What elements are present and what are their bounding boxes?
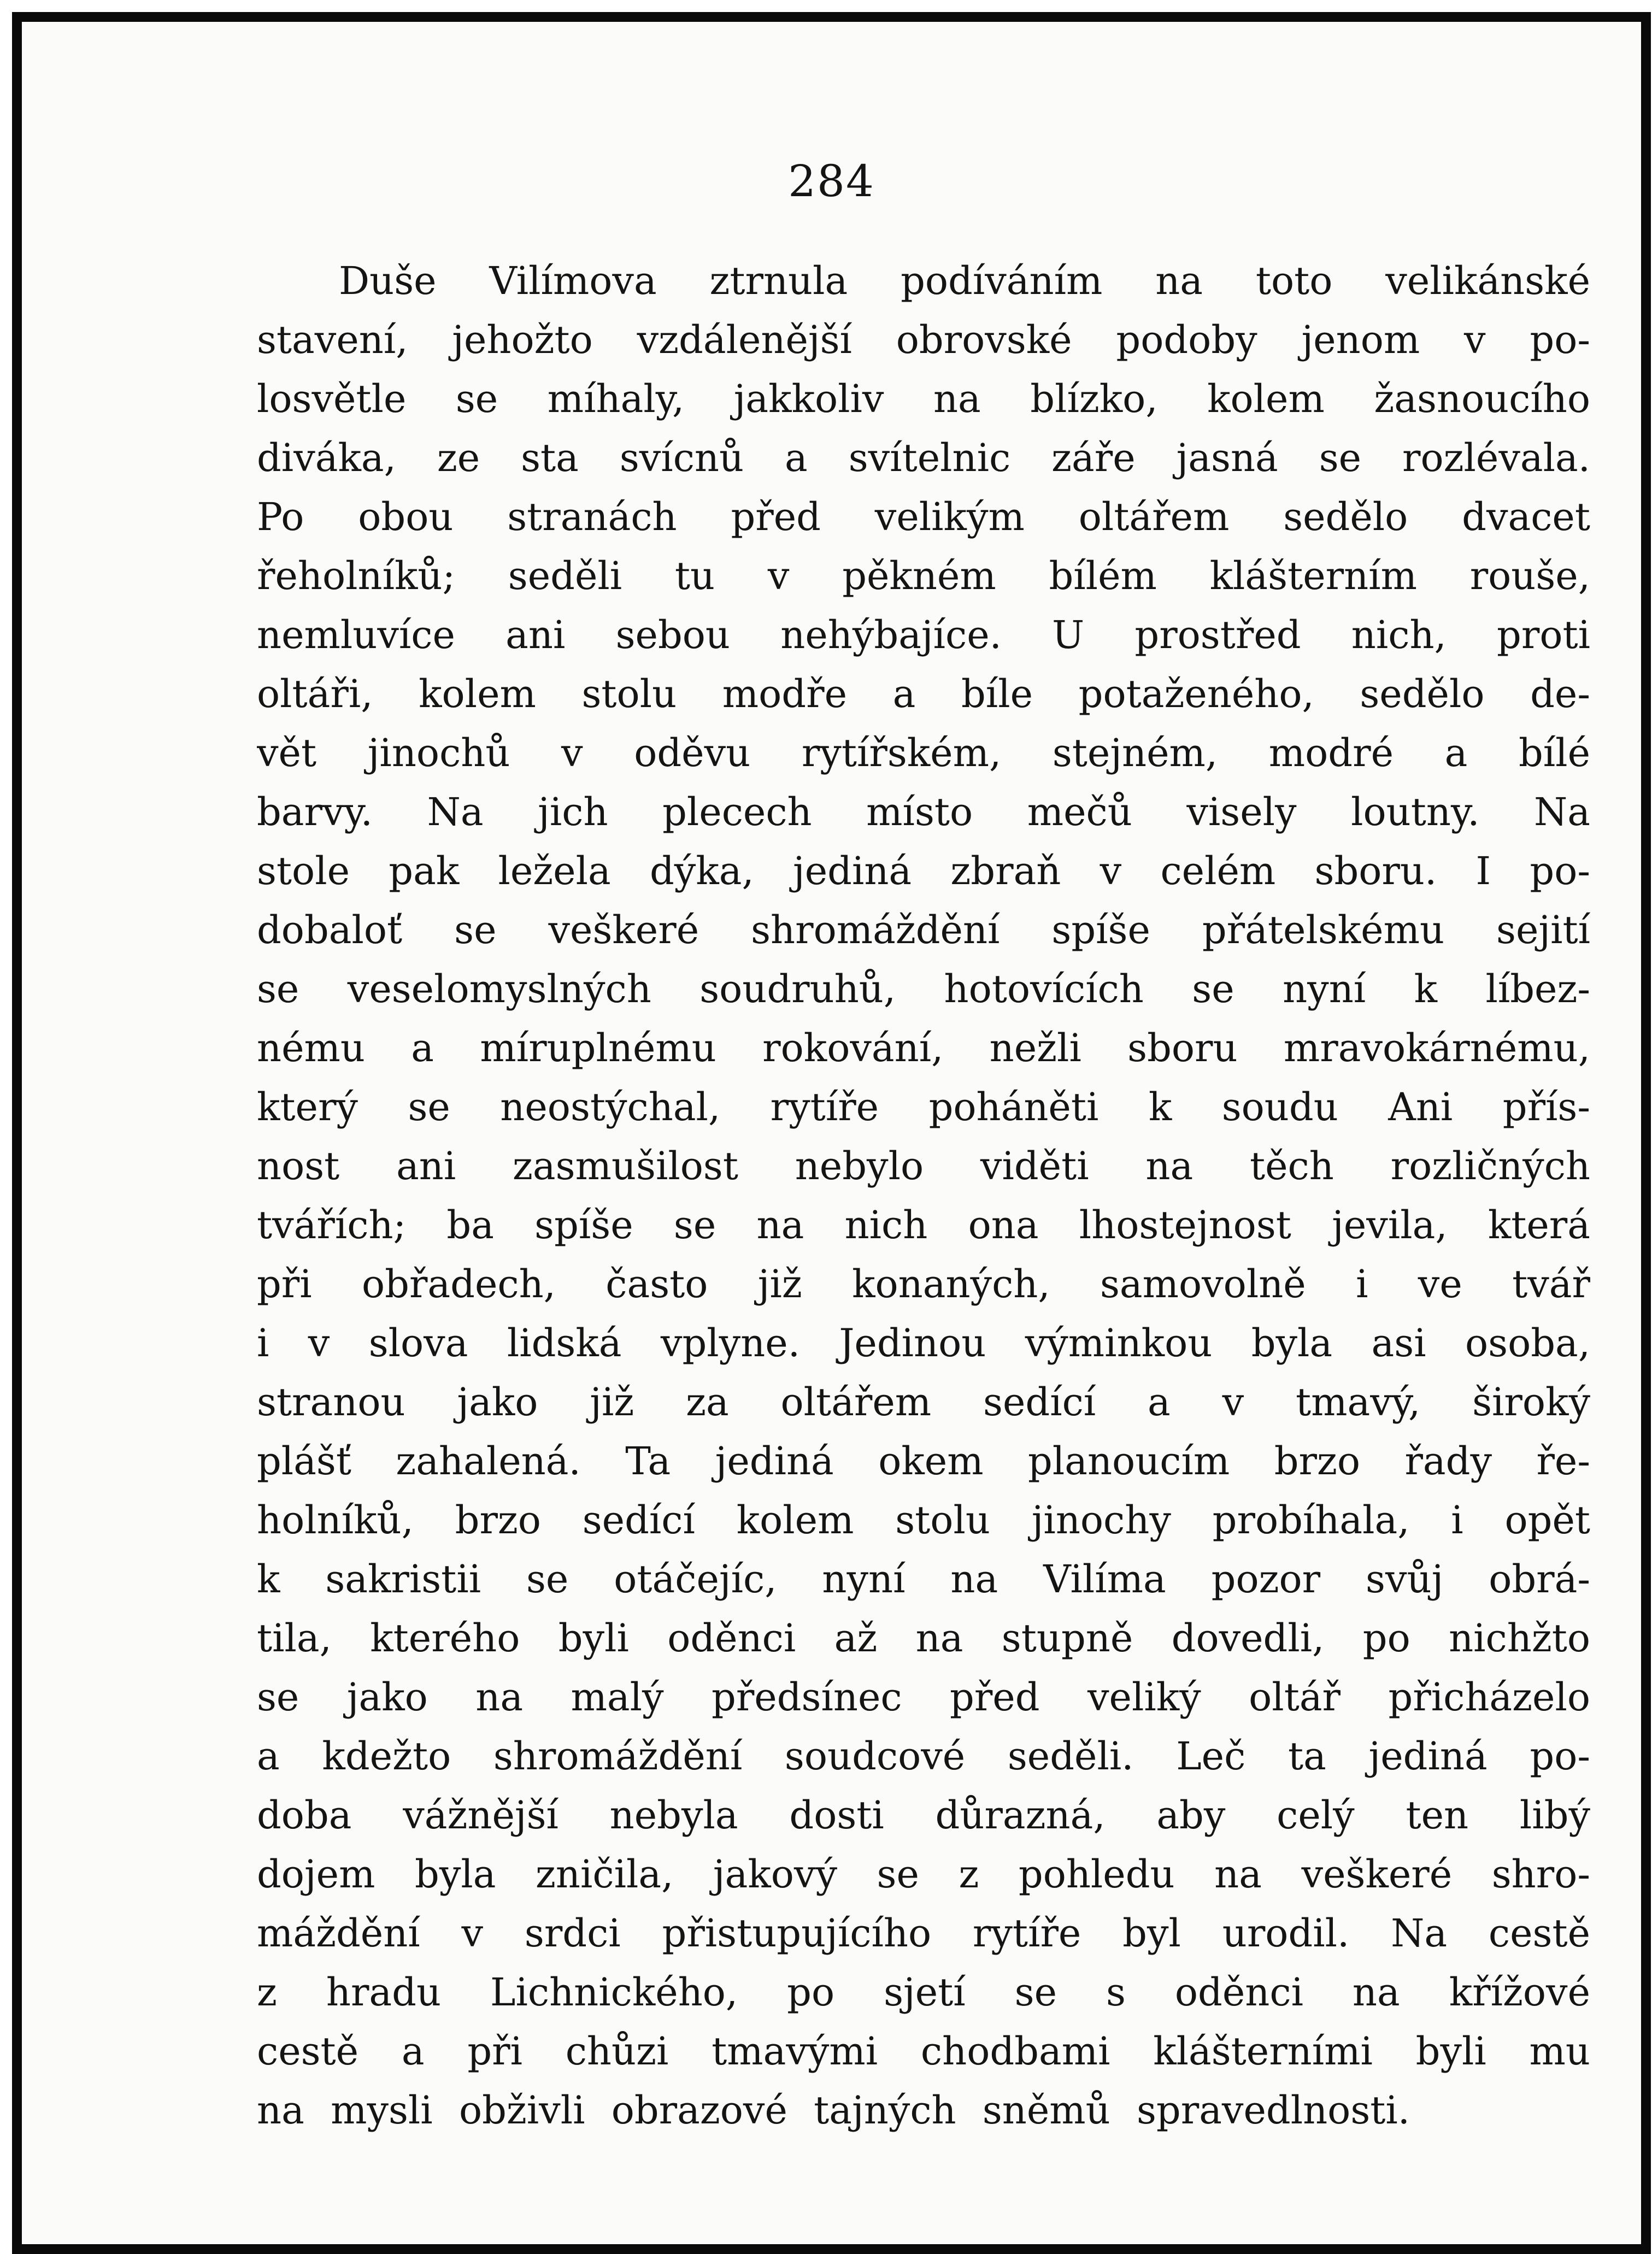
text-line: při obřadech, často již konaných, samovolně i ve tvář [257, 1262, 1590, 1307]
text-line: dobaloť se veškeré shromáždění spíše přátelskému sejití [257, 908, 1590, 952]
text-line: stole pak ležela dýka, jediná zbraň v celém sboru. I po- [257, 849, 1590, 893]
page-number: 284 [788, 156, 875, 207]
text-line: nost ani zasmušilost nebylo viděti na těch rozličných [257, 1144, 1590, 1188]
text-line: se veselomyslných soudruhů, hotovících se nyní k líbez- [257, 967, 1590, 1011]
scanned-page [12, 12, 1651, 2254]
text-line: a kdežto shromáždění soudcové seděli. Leč ta jediná po- [257, 1734, 1590, 1779]
text-line: plášť zahalená. Ta jediná okem planoucím brzo řady ře- [257, 1439, 1590, 1484]
text-line: Duše Vilímova ztrnula podíváním na toto velikánské [339, 258, 1590, 303]
text-line: dojem byla zničila, jakový se z pohledu na veškeré shro- [257, 1852, 1590, 1897]
text-line: barvy. Na jich plecech místo mečů visely loutny. Na [257, 790, 1590, 834]
body-text [257, 251, 1590, 2140]
text-line: na mysli obživli obrazové tajných sněmů spravedlnosti. [257, 2088, 1410, 2133]
text-line: který se neostýchal, rytíře poháněti k soudu Ani přís- [257, 1085, 1590, 1129]
text-line: nemluvíce ani sebou nehýbajíce. U prostřed nich, proti [257, 613, 1590, 657]
text-line: tila, kterého byli oděnci až na stupně dovedli, po nichžto [257, 1616, 1590, 1661]
text-line: stavení, jehožto vzdálenější obrovské podoby jenom v po- [257, 317, 1590, 362]
text-line: k sakristii se otáčejíc, nyní na Vilíma pozor svůj obrá- [257, 1557, 1590, 1602]
text-line: holníků, brzo sedící kolem stolu jinochy probíhala, i opět [257, 1498, 1590, 1543]
text-line: doba vážnější nebyla dosti důrazná, aby celý ten libý [257, 1793, 1590, 1838]
text-line: máždění v srdci přistupujícího rytíře byl urodil. Na cestě [257, 1911, 1590, 1956]
text-line: se jako na malý předsínec před veliký oltář přicházelo [257, 1675, 1590, 1720]
text-line: diváka, ze sta svícnů a svítelnic záře jasná se rozlévala. [257, 436, 1590, 480]
text-line: řeholníků; seděli tu v pěkném bílém klášterním rouše, [257, 554, 1590, 598]
text-line: oltáři, kolem stolu modře a bíle potaženého, sedělo de- [257, 672, 1590, 716]
text-line: i v slova lidská vplyne. Jedinou výminkou byla asi osoba, [257, 1321, 1590, 1366]
text-line: tvářích; ba spíše se na nich ona lhostejnost jevila, která [257, 1203, 1590, 1247]
text-line: vět jinochů v oděvu rytířském, stejném, modré a bílé [257, 731, 1590, 775]
text-line: nému a míruplnému rokování, nežli sboru mravokárnému, [257, 1026, 1590, 1070]
text-line: stranou jako již za oltářem sedící a v tmavý, široký [257, 1380, 1590, 1425]
text-line: losvětle se míhaly, jakkoliv na blízko, kolem žasnoucího [257, 376, 1590, 421]
text-line: z hradu Lichnického, po sjetí se s oděnci na křížové [257, 1970, 1590, 2015]
text-line: Po obou stranách před velikým oltářem sedělo dvacet [257, 495, 1590, 539]
text-line: cestě a při chůzi tmavými chodbami klášterními byli mu [257, 2029, 1590, 2074]
